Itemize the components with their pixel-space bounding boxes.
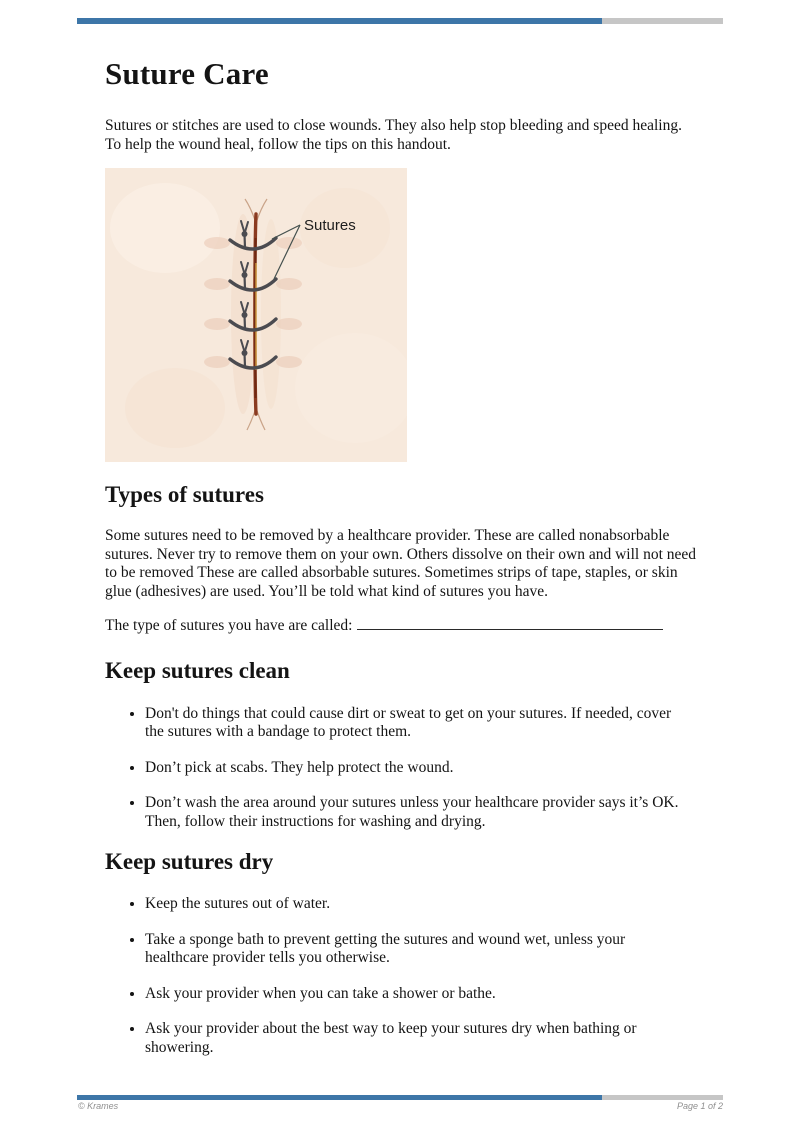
footer-rule [77,1095,723,1100]
list-item: • Keep the sutures out of water. [145,895,680,914]
list-item: • Don’t pick at scabs. They help protect the wound. [145,759,680,778]
list-item: • Ask your provider when you can take a shower or bathe. [145,985,680,1004]
intro-paragraph: Sutures or stitches are used to close wounds. They also help stop bleeding and speed healing. To help the wound heal, follow the tips on this handout. [105,117,682,153]
wound-incision [255,214,256,414]
footer-rule-blue-segment [77,1095,602,1100]
list-item: • Ask your provider about the best way to keep your sutures dry when bathing or showering. [145,1020,680,1057]
sutures-label: Sutures [304,217,356,234]
section-heading-dry: Keep sutures dry [105,849,274,874]
section-heading-types: Types of sutures [105,482,264,507]
suture-illustration [105,168,407,462]
list-item: • Take a sponge bath to prevent getting the sutures and wound wet, unless your healthcare provider tells you otherwise. [145,931,680,968]
clean-bullet-list [105,705,680,832]
list-item: • Don’t wash the area around your sutures unless your healthcare provider says it’s OK. Then, follow their instructions for washing and drying. [145,794,680,831]
suture-illustration-svg [105,168,407,462]
page-number: Page 1 of 2 [676,1101,723,1111]
page-footer [78,1101,723,1111]
copyright-text: © Krames [78,1101,119,1111]
page-content [105,0,697,1057]
types-paragraph: Some sutures need to be removed by a healthcare provider. These are called nonabsorbable sutures. Never try to remove them on your own. Others dissolve on their own and will not need to be removed These are called absorbable sutures. Sometimes strips of tape, staples, or skin glue (adhesives) are used. You’ll be told what kind of sutures you have. [105,527,697,600]
fill-in-line [105,615,697,636]
section-heading-clean: Keep sutures clean [105,657,290,683]
page-title: Suture Care [105,56,269,91]
fill-in-label: The type of sutures you have are called: [105,617,353,634]
dry-bullet-list [105,895,680,1057]
list-item: • Don't do things that could cause dirt or sweat to get on your sutures. If needed, cover the sutures with a bandage to protect them. [145,705,680,742]
blank-underline [357,615,663,630]
footer-rule-gray-segment [602,1095,723,1100]
